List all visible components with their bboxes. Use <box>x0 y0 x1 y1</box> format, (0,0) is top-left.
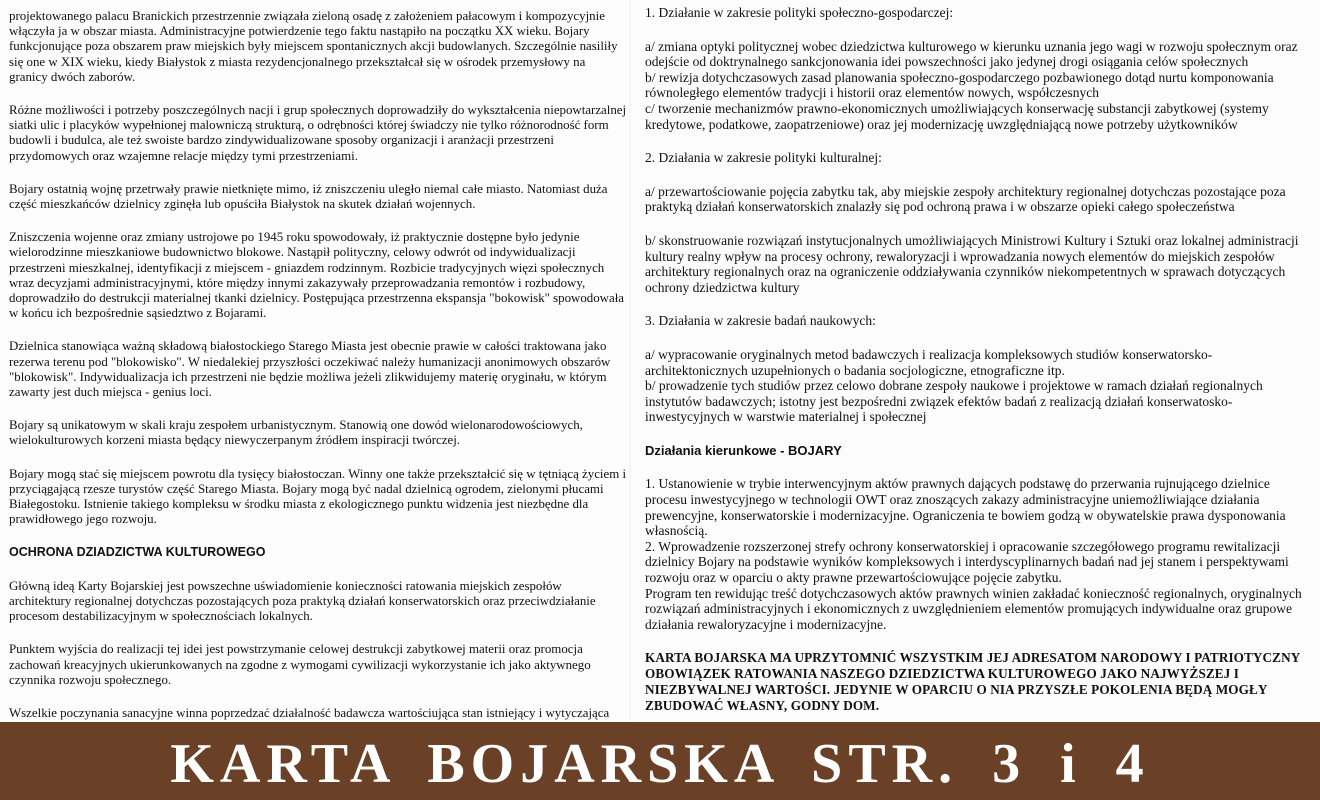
paragraph: Różne możliwości i potrzeby poszczególnych nacji i grup społecznych doprowadziły do wykształcenia niepowtarzalnej siatki ulic i placyków wypełnionej malowniczą strukturą, o odrębności której świadczy nie tylko różnorodność form budowli i budulca, ale też swoiste bardzo zindywidualizowane sposoby organizacji i aranżacji przestrzeni przydomowych oraz wzajemne relacje między tymi przestrzeniami. <box>9 103 627 163</box>
paragraph: a/ zmiana optyki politycznej wobec dziedzictwa kulturowego w kierunku uznania jego wagi w rozwoju społecznym oraz odejście od doktrynalnego sankcjonowania idei powszechności jako jedynej drogi osiągania celów społecznych b/ rewizja dotychczasowych zasad planowania społeczno-gospodarczego pozbawionego dotąd nurtu komponowania równoległego elementów tradycji i historii oraz elementów nowych, współczesnych c/ tworzenie mechanizmów prawno-ekonomicznych umożliwiających konserwację substancji zabytkowej (systemy kredytowe, podatkowe, zaopatrzeniowe) oraz jej modernizację uwzględniającą nowe potrzeby użytkowników <box>645 38 1298 132</box>
paragraph: 3. Działania w zakresie badań naukowych: <box>645 313 876 329</box>
paragraph: Bojary ostatnią wojnę przetrwały prawie nietknięte mimo, iż zniszczeniu uległo niemal całe miasto. Natomiast duża część mieszkańców dzielnicy zginęła lub opuściła Białystok na skutek działań wojennych. <box>9 181 608 212</box>
paragraph: 1. Działanie w zakresie polityki społeczno-gospodarczej: <box>645 5 954 20</box>
right-page <box>633 0 1320 722</box>
paragraph: 1. Ustanowienie w trybie interwencyjnym aktów prawnych dających podstawę do przerwania rujnującego dzielnice procesu inwestycyjnego w technologii OWT oraz znoszących zakazy administracyjne uniemożliwiające działania prewencyjne, konserwatorskie i modernizacyjne. Ograniczenia te bowiem godzą w obywatelskie prawa dysponowania własnością. 2. Wprowadzenie rozszerzonej strefy ochrony konserwatorskiej i opracowanie szczegółowego programu rewitalizacji dzielnicy Bojary na podstawie wyników kompleksowych i interdyscyplinarnych badań nad jej stanem i perspektywami rozwoju oraz w oparciu o akty prawne przewartościowujące pojęcie zabytku. Program ten rewidując treść dotychczasowych aktów prawnych winien zakładać konieczność regionalnych, oryginalnych rozwiązań administracyjnych i ekonomicznych z uwzględnieniem elementów promujących indywidualne oraz grupowe działania rewaloryzacyjne i modernizacyjne. <box>645 476 1302 632</box>
closing-statement: KARTA BOJARSKA MA UPRZYTOMNIĆ WSZYSTKIM JEJ ADRESATOM NARODOWY I PATRIOTYCZNY OBOWIĄZEK RATOWANIA NASZEGO DZIEDZICTWA KULTUROWEGO JAKO NAJWYŻSZEJ I NIEZBYWALNEJ WARTOŚCI. JEDYNIE W OPARCIU O NIA PRZYSZŁE POKOLENIA BĘDĄ MOGŁY ZBUDOWAĆ WŁASNY, GODNY DOM. <box>645 650 1300 713</box>
paragraph: Bojary są unikatowym w skali kraju zespołem urbanistycznym. Stanowią one dowód wielonarodowościowych, wielokulturowych korzeni miasta będący niewyczerpanym źródłem inspiracji twórczej. <box>9 418 583 448</box>
paragraph: 2. Działania w zakresie polityki kulturalnej: <box>645 150 882 166</box>
paragraph: projektowanego palacu Branickich przestrzennie związała zieloną osadę z założeniem pałacowym i kompozycyjnie włączyła ja w obszar miasta. Administracyjne potwierdzenie tego faktu nastąpiło na początku XX wieku. Bojary funkcjonujące poza obszarem praw miejskich były miejscem spontanicznych akcji budowlanych. Szczególnie nasiliły się one w XIX wieku, kiedy Białystok z miasta rezydencjonalnego przekształcał się w ośrodek przemysłowy na granicy dwóch zaborów. <box>9 9 618 84</box>
banner-title: KARTA BOJARSKA STR. 3 i 4 <box>170 733 1150 795</box>
paragraph: a/ wypracowanie oryginalnych metod badawczych i realizacja kompleksowych studiów konserwatorsko-architektonicznych uzupełnionych o badania socjologiczne, etnograficzne itp. b/ prowadzenie tych studiów przez celowo dobrane zespoły naukowe i projektowe w ramach działań regionalnych instytutów badawczych; istotny jest bezpośredni związek efektów badań z realizacją działań konserwatosko-inwestycyjnych w warstwie materialnej i społecznej <box>645 346 1263 425</box>
paragraph: Punktem wyjścia do realizacji tej idei jest powstrzymanie celowej destrukcji zabytkowej materii oraz promocja zachowań kreacyjnych ukierunkowanych na zgodne z wymogami cywilizacji wykorzystanie ich jako aktywnego czynnika rozwoju społecznego. <box>9 642 591 687</box>
section-heading: Działania kierunkowe - BOJARY <box>645 442 842 458</box>
paragraph: Dzielnica stanowiąca ważną składową białostockiego Starego Miasta jest obecnie prawie w całości traktowana jako rezerwa terenu pod "blokowisko". W niedalekiej przyszłości oczekiwać należy humanizacji anonimowych obszarów "blokowisk". Indywidualizacja ich przestrzeni nie będzie możliwa jeżeli zlikwidujemy materię oryginału, w którym zawarty jest duch miejsca - genius loci. <box>9 339 611 400</box>
paragraph: a/ przewartościowanie pojęcia zabytku tak, aby miejskie zespoły architektury regionalnej dotychczas pozostające poza praktyką działań konserwatorskich znalazły się pod ochroną prawa i w obszarze opieki całego społeczeństwa <box>645 183 1286 215</box>
paragraph: Główną ideą Karty Bojarskiej jest powszechne uświadomienie konieczności ratowania miejskich zespołów architektury regionalnej dotychczas pozostających poza praktyką działań konserwatorskich oraz przeciwdziałanie procesom destabilizacyjnym w społecznościach lokalnych. <box>9 578 596 624</box>
section-heading: OCHRONA DZIADZICTWA KULTUROWEGO <box>9 545 266 560</box>
paragraph: Zniszczenia wojenne oraz zmiany ustrojowe po 1945 roku spowodowały, iż praktycznie dostępne było jedynie wielorodzinne mieszkaniowe budownictwo blokowe. Nastąpił polityczny, celowy odwrót od indywidualizacji przestrzeni mieszkalnej, identyfikacji z miejscem - gniazdem rodzinnym. Rozbicie tradycyjnych więzi społecznych wraz decyzjami administracyjnymi, które między innymi zakazywały przeprowadzania remontów i rozbudowy, doprowadziło do destrukcji materialnej tkanki dzielnicy. Postępująca przestrzenna ekspansja "bokowisk" spowodowała w końcu ich bezpośrednie sąsiedztwo z Bojarami. <box>9 230 625 321</box>
title-banner <box>0 722 1320 800</box>
paragraph: Wszelkie poczynania sanacyjne winna poprzedzać działalność badawcza wartościująca stan istniejący i wytyczająca <box>9 705 610 720</box>
paragraph: b/ skonstruowanie rozwiązań instytucjonalnych umożliwiających Ministrowi Kultury i Sztuki oraz lokalnej administracji kultury realny wpływ na procesy ochrony, rewaloryzacji i wprowadzania nowych elementów do miejskich zespołów architektury regionalnych oraz na ograniczenie oddziaływania czynników niekompetentnych w sprawach dotyczących ochrony dziedzictwa kultury <box>645 232 1299 295</box>
paragraph: Bojary mogą stać się miejscem powrotu dla tysięcy białostoczan. Winny one także przekształcić się w tętniącą życiem i przyciągającą rzesze turystów część Starego Miasta. Bojary mogą być nadal dzielnicą ogrodem, zielonymi płucami Białegostoku. Istnienie takiego kompleksu w środku miasta z ekologicznego punktu widzenia jest niezbędne dla prawidłowego jego rozwoju. <box>9 466 627 527</box>
left-page <box>0 0 633 722</box>
